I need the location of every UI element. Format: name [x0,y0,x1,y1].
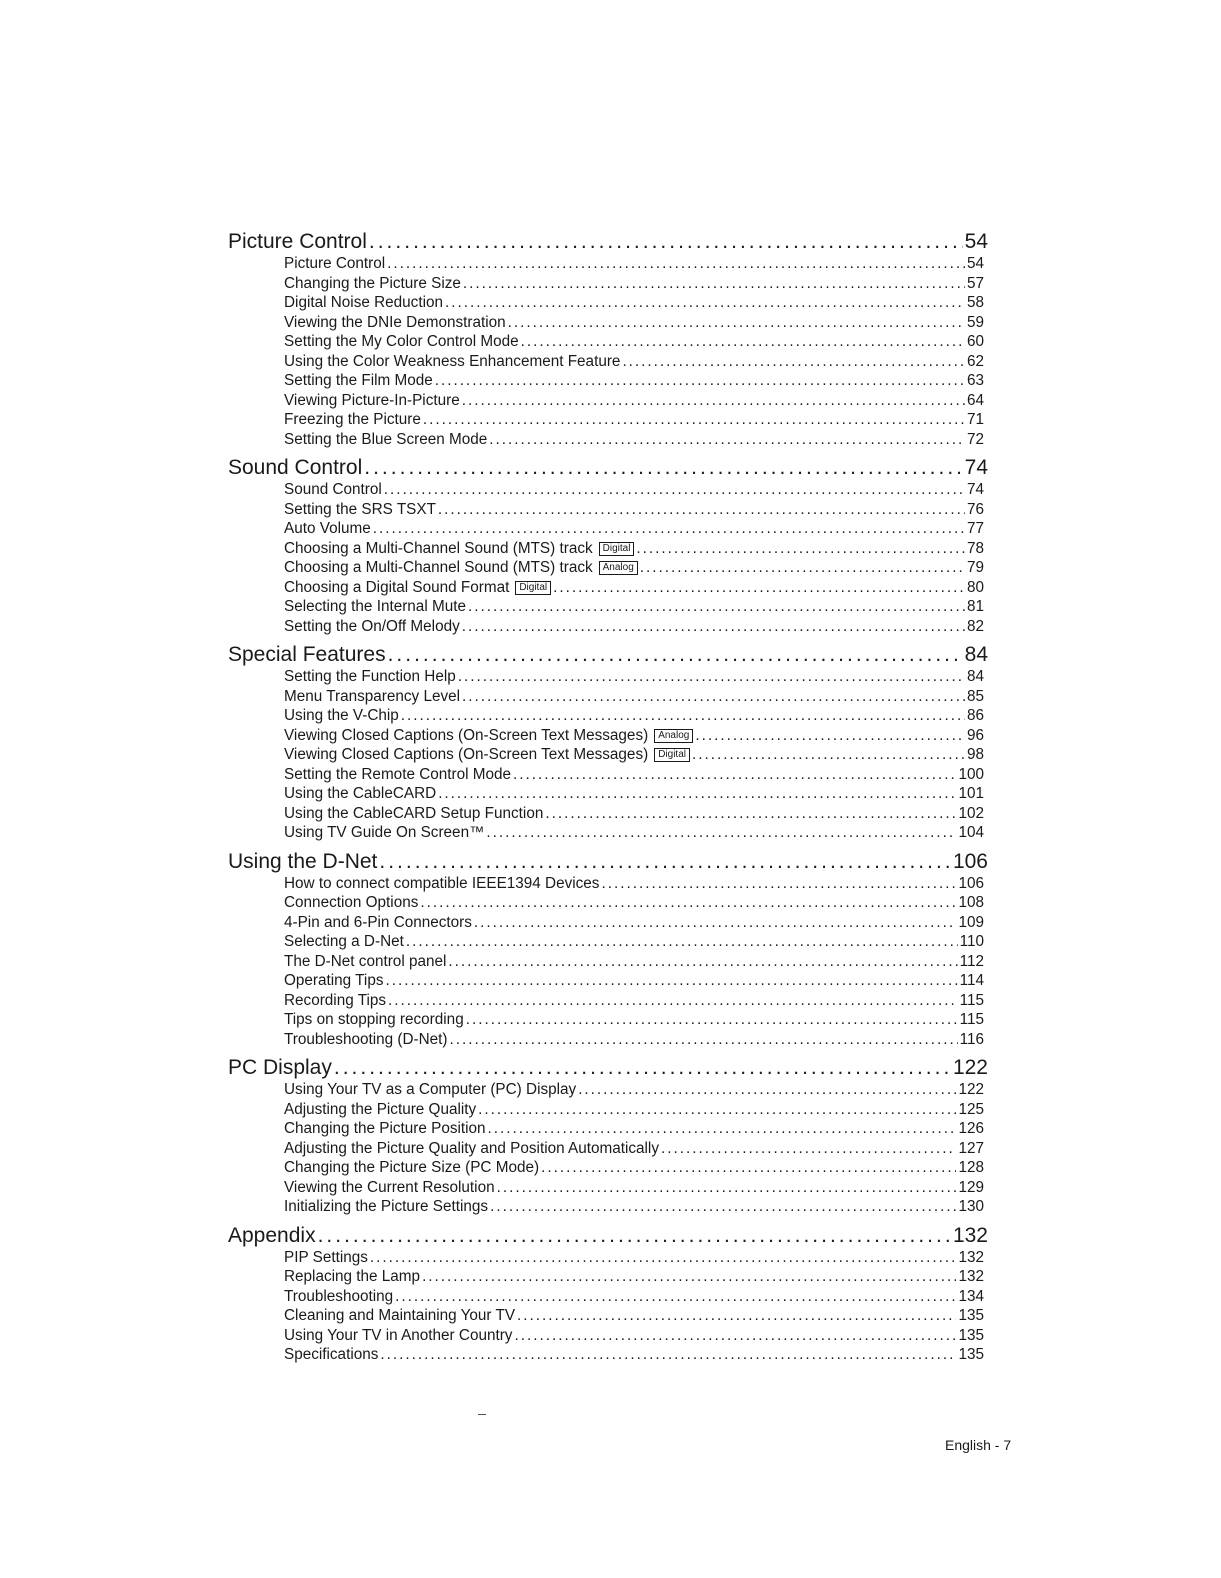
toc-entry [284,254,984,274]
dot-leader [553,578,965,598]
entry-page-number: 102 [958,804,984,822]
toc-entry [284,1197,984,1217]
signal-badge: Digital [654,748,690,762]
entry-label: Using the CableCARD Setup Function [284,804,544,822]
entry-label: Replacing the Lamp [284,1268,421,1285]
toc-entry [284,1119,984,1139]
dot-leader [462,391,965,411]
entry-label: Viewing Closed Captions (On-Screen Text Messages) [284,746,649,763]
section-title: Picture Control [228,230,367,253]
entry-title [284,1139,659,1159]
entry-title [284,352,620,372]
stray-mark [478,1414,486,1415]
dot-leader [450,1030,958,1050]
toc-entry [284,430,984,450]
section-page-number: 84 [964,643,988,666]
entry-label: Changing the Picture Size [284,274,461,292]
entry-label: Auto Volume [284,520,371,537]
entry-page-number: 62 [966,352,984,370]
entry-label: Sound Control [284,481,382,498]
dot-leader [406,932,958,952]
dot-leader [486,823,956,843]
toc-entry [284,1248,984,1268]
toc-entry [284,1100,984,1120]
entry-label: Setting the My Color Control Mode [284,333,519,350]
toc-entry [284,706,984,726]
entry-page-number: 63 [966,372,984,389]
toc-entry [284,1158,984,1178]
dot-leader [514,1326,956,1346]
entry-title [284,1306,515,1326]
entry-page-number: 82 [966,617,984,635]
entry-label: Using the V-Chip [284,707,399,724]
toc-section [0,850,1221,1050]
entry-page-number: 74 [966,481,984,498]
toc-entry [284,1139,984,1159]
entry-page-number: 122 [958,1081,984,1098]
toc-section [0,643,1221,843]
entry-title [284,597,466,617]
dot-leader [445,293,965,313]
entry-label: Setting the Function Help [284,668,456,685]
section-heading [228,1224,988,1248]
entry-label: Setting the Remote Control Mode [284,765,512,783]
entry-title [284,1178,495,1198]
entry-title [284,519,371,539]
toc-entry [284,410,984,430]
entry-title [284,578,551,598]
dot-leader [370,1248,957,1268]
dot-leader [401,706,965,726]
entry-title [284,539,634,559]
entry-title [284,706,399,726]
section-heading [228,456,988,480]
entry-label: Initializing the Picture Settings [284,1198,489,1215]
toc-entry [284,804,984,824]
dot-leader [385,971,957,991]
entry-title [284,1248,368,1268]
dot-leader [463,274,965,294]
entry-page-number: 125 [958,1100,984,1118]
entry-title [284,1119,486,1139]
entry-label: The D-Net control panel [284,952,447,970]
section-title: Sound Control [228,456,363,479]
entry-title [284,1345,378,1365]
entry-title [284,293,443,313]
entry-page-number: 127 [958,1139,984,1157]
entry-label: Tips on stopping recording [284,1011,464,1028]
toc-entry [284,617,984,637]
toc-entry [284,952,984,972]
entry-label: Picture Control [284,255,386,272]
entry-label: Using TV Guide On Screen™ [284,824,485,841]
signal-badge: Digital [515,581,551,595]
toc-entry [284,539,984,559]
section-page-number: 106 [952,849,988,873]
signal-badge: Analog [654,729,693,743]
entry-title [284,313,506,333]
toc-entry [284,558,984,578]
entry-title [284,971,383,991]
toc-entry [284,687,984,707]
entry-page-number: 86 [966,707,984,724]
entry-page-number: 112 [959,952,984,970]
entry-page-number: 128 [958,1159,984,1176]
entry-title [284,765,511,785]
entry-label: Using the CableCARD [284,785,437,802]
section-title: Special Features [228,643,386,666]
entry-title [284,804,543,824]
toc-entry [284,1080,984,1100]
entry-title [284,1010,464,1030]
dot-leader [364,456,962,480]
dot-leader [466,1010,958,1030]
entry-page-number: 132 [958,1248,984,1266]
entry-label: Adjusting the Picture Quality [284,1100,477,1118]
entry-page-number: 114 [959,972,984,989]
toc-entry [284,1326,984,1346]
dot-leader [387,254,965,274]
dot-leader [448,952,957,972]
entry-label: Using Your TV in Another Country [284,1326,513,1344]
entry-label: Choosing a Multi-Channel Sound (MTS) track [284,539,593,557]
section-heading [228,850,988,874]
toc-entry [284,971,984,991]
entry-label: Adjusting the Picture Quality and Position Automatically [284,1139,659,1157]
entry-label: Selecting a D-Net [284,933,404,950]
toc-section [0,1056,1221,1217]
entry-label: 4-Pin and 6-Pin Connectors [284,913,472,931]
dot-leader [488,1119,957,1139]
dot-leader [318,1224,951,1248]
table-of-contents [0,230,1221,1372]
dot-leader [380,1345,956,1365]
dot-leader [462,617,965,637]
section-heading [228,1056,988,1080]
dot-leader [490,1197,956,1217]
toc-entry [284,313,984,333]
entry-title [284,1267,420,1287]
dot-leader [601,874,956,894]
dot-leader [438,784,956,804]
toc-entry [284,293,984,313]
entry-label: Menu Transparency Level [284,687,461,705]
dot-leader [578,1080,956,1100]
entry-title [284,430,487,450]
dot-leader [435,371,965,391]
entry-label: Troubleshooting [284,1287,394,1305]
entry-label: Choosing a Digital Sound Format [284,578,510,596]
entry-title [284,480,382,500]
entry-label: Choosing a Multi-Channel Sound (MTS) track [284,559,593,576]
entry-title [284,410,421,430]
entry-page-number: 110 [959,933,984,950]
entry-page-number: 78 [966,539,984,557]
toc-entry [284,932,984,952]
toc-entry [284,765,984,785]
entry-label: Viewing Picture-In-Picture [284,391,460,409]
entry-page-number: 57 [966,274,984,292]
entry-label: Setting the On/Off Melody [284,617,460,635]
dot-leader [462,687,965,707]
signal-badge: Digital [599,542,635,556]
toc-entry [284,1178,984,1198]
entry-label: PIP Settings [284,1248,368,1266]
entry-label: Viewing the DNIe Demonstration [284,313,506,331]
entry-label: Recording Tips [284,991,387,1009]
entry-label: Specifications [284,1346,379,1363]
entry-title [284,991,386,1011]
dot-leader [517,1306,956,1326]
entry-label: Troubleshooting (D-Net) [284,1030,448,1048]
dot-leader [474,913,957,933]
dot-leader [497,1178,957,1198]
entry-label: Viewing the Current Resolution [284,1178,495,1196]
dot-leader [468,597,965,617]
entry-title [284,1158,539,1178]
toc-entry [284,519,984,539]
entry-title [284,893,418,913]
toc-entry [284,500,984,520]
entry-page-number: 101 [958,785,984,802]
dot-leader [545,804,956,824]
entry-page-number: 100 [958,765,984,783]
toc-entry [284,391,984,411]
entry-label: Setting the SRS TSXT [284,500,436,518]
entry-title [284,1326,512,1346]
entry-page-number: 129 [958,1178,984,1196]
entry-page-number: 116 [959,1030,984,1048]
entry-title [284,274,461,294]
entry-page-number: 135 [958,1346,984,1363]
dot-leader [692,745,965,765]
entry-page-number: 135 [958,1307,984,1324]
toc-section [0,1224,1221,1365]
signal-badge: Analog [599,561,638,575]
dot-leader [422,1267,956,1287]
section-page-number: 122 [952,1056,988,1079]
toc-entry [284,1287,984,1307]
dot-leader [661,1139,956,1159]
toc-entry [284,913,984,933]
entry-label: Setting the Blue Screen Mode [284,430,488,448]
entry-title [284,1287,393,1307]
toc-entry [284,578,984,598]
toc-entry [284,480,984,500]
entry-label: Changing the Picture Position [284,1120,486,1137]
dot-leader [541,1158,956,1178]
entry-title [284,391,460,411]
entry-page-number: 54 [966,255,984,272]
entry-page-number: 77 [966,520,984,537]
dot-leader [458,667,965,687]
toc-entry [284,1267,984,1287]
entry-label: Setting the Film Mode [284,372,433,389]
dot-leader [508,313,965,333]
section-title: PC Display [228,1056,332,1079]
toc-entry [284,1030,984,1050]
toc-section [0,230,1221,449]
entry-title [284,1030,448,1050]
entry-title [284,667,456,687]
entry-title [284,332,519,352]
entry-label: Digital Noise Reduction [284,294,443,311]
dot-leader [636,539,965,559]
entry-title [284,745,690,765]
entry-label: Using the Color Weakness Enhancement Feature [284,352,621,370]
entry-title [284,687,460,707]
entry-page-number: 79 [966,559,984,576]
entry-title [284,500,436,520]
dot-leader [388,991,958,1011]
toc-entry [284,1345,984,1365]
toc-entry [284,597,984,617]
dot-leader [478,1100,956,1120]
dot-leader [384,480,965,500]
entry-label: How to connect compatible IEEE1394 Devices [284,874,600,892]
entry-page-number: 98 [966,746,984,763]
dot-leader [334,1056,951,1080]
dot-leader [521,332,965,352]
entry-page-number: 58 [966,294,984,311]
entry-label: Connection Options [284,894,419,911]
entry-page-number: 71 [966,411,984,428]
toc-entry [284,893,984,913]
entry-label: Operating Tips [284,972,384,989]
entry-page-number: 135 [958,1326,984,1344]
entry-page-number: 126 [958,1120,984,1137]
entry-title [284,932,404,952]
toc-entry [284,874,984,894]
dot-leader [369,230,963,254]
entry-page-number: 108 [958,894,984,911]
entry-page-number: 104 [958,824,984,841]
entry-title [284,558,638,578]
section-title: Appendix [228,1223,316,1247]
entry-label: Viewing Closed Captions (On-Screen Text Messages) [284,726,649,744]
entry-page-number: 85 [966,687,984,705]
toc-entry [284,991,984,1011]
dot-leader [513,765,956,785]
entry-page-number: 60 [966,333,984,350]
toc-entry [284,784,984,804]
entry-label: Changing the Picture Size (PC Mode) [284,1159,540,1176]
toc-entry [284,667,984,687]
toc-entry [284,332,984,352]
section-heading [228,230,988,254]
dot-leader [489,430,965,450]
entry-label: Freezing the Picture [284,411,421,428]
toc-entry [284,352,984,372]
entry-page-number: 59 [966,313,984,331]
entry-page-number: 76 [966,500,984,518]
entry-title [284,874,599,894]
dot-leader [640,558,965,578]
toc-entry [284,371,984,391]
entry-page-number: 64 [966,391,984,409]
section-title: Using the D-Net [228,849,378,873]
dot-leader [379,850,951,874]
entry-title [284,952,446,972]
entry-title [284,617,460,637]
toc-section [0,456,1221,636]
dot-leader [438,500,965,520]
section-heading [228,643,988,667]
entry-page-number: 80 [966,578,984,596]
entry-title [284,254,385,274]
entry-page-number: 132 [958,1268,984,1285]
section-page-number: 132 [952,1223,988,1247]
toc-entry [284,1306,984,1326]
dot-leader [423,410,965,430]
entry-page-number: 130 [958,1198,984,1215]
dot-leader [622,352,965,372]
entry-title [284,371,433,391]
entry-page-number: 106 [958,874,984,892]
entry-title [284,784,436,804]
entry-page-number: 109 [958,913,984,931]
section-page-number: 54 [964,230,988,253]
toc-entry [284,823,984,843]
entry-page-number: 84 [966,668,984,685]
entry-label: Selecting the Internal Mute [284,598,466,615]
entry-page-number: 115 [959,1011,984,1028]
toc-entry [284,274,984,294]
entry-title [284,1100,476,1120]
entry-title [284,913,472,933]
dot-leader [395,1287,956,1307]
entry-page-number: 96 [966,726,984,744]
page-footer: English - 7 [945,1437,1012,1453]
entry-page-number: 81 [966,598,984,615]
entry-title [284,1197,488,1217]
toc-entry [284,745,984,765]
entry-label: Using Your TV as a Computer (PC) Display [284,1081,577,1098]
entry-page-number: 134 [958,1287,984,1305]
entry-title [284,726,693,746]
dot-leader [388,643,963,667]
toc-entry [284,726,984,746]
dot-leader [373,519,965,539]
entry-label: Cleaning and Maintaining Your TV [284,1307,516,1324]
entry-page-number: 72 [966,430,984,448]
toc-entry [284,1010,984,1030]
section-page-number: 74 [964,456,988,479]
entry-page-number: 115 [959,991,984,1009]
entry-title [284,1080,576,1100]
entry-title [284,823,484,843]
dot-leader [695,726,965,746]
dot-leader [420,893,956,913]
